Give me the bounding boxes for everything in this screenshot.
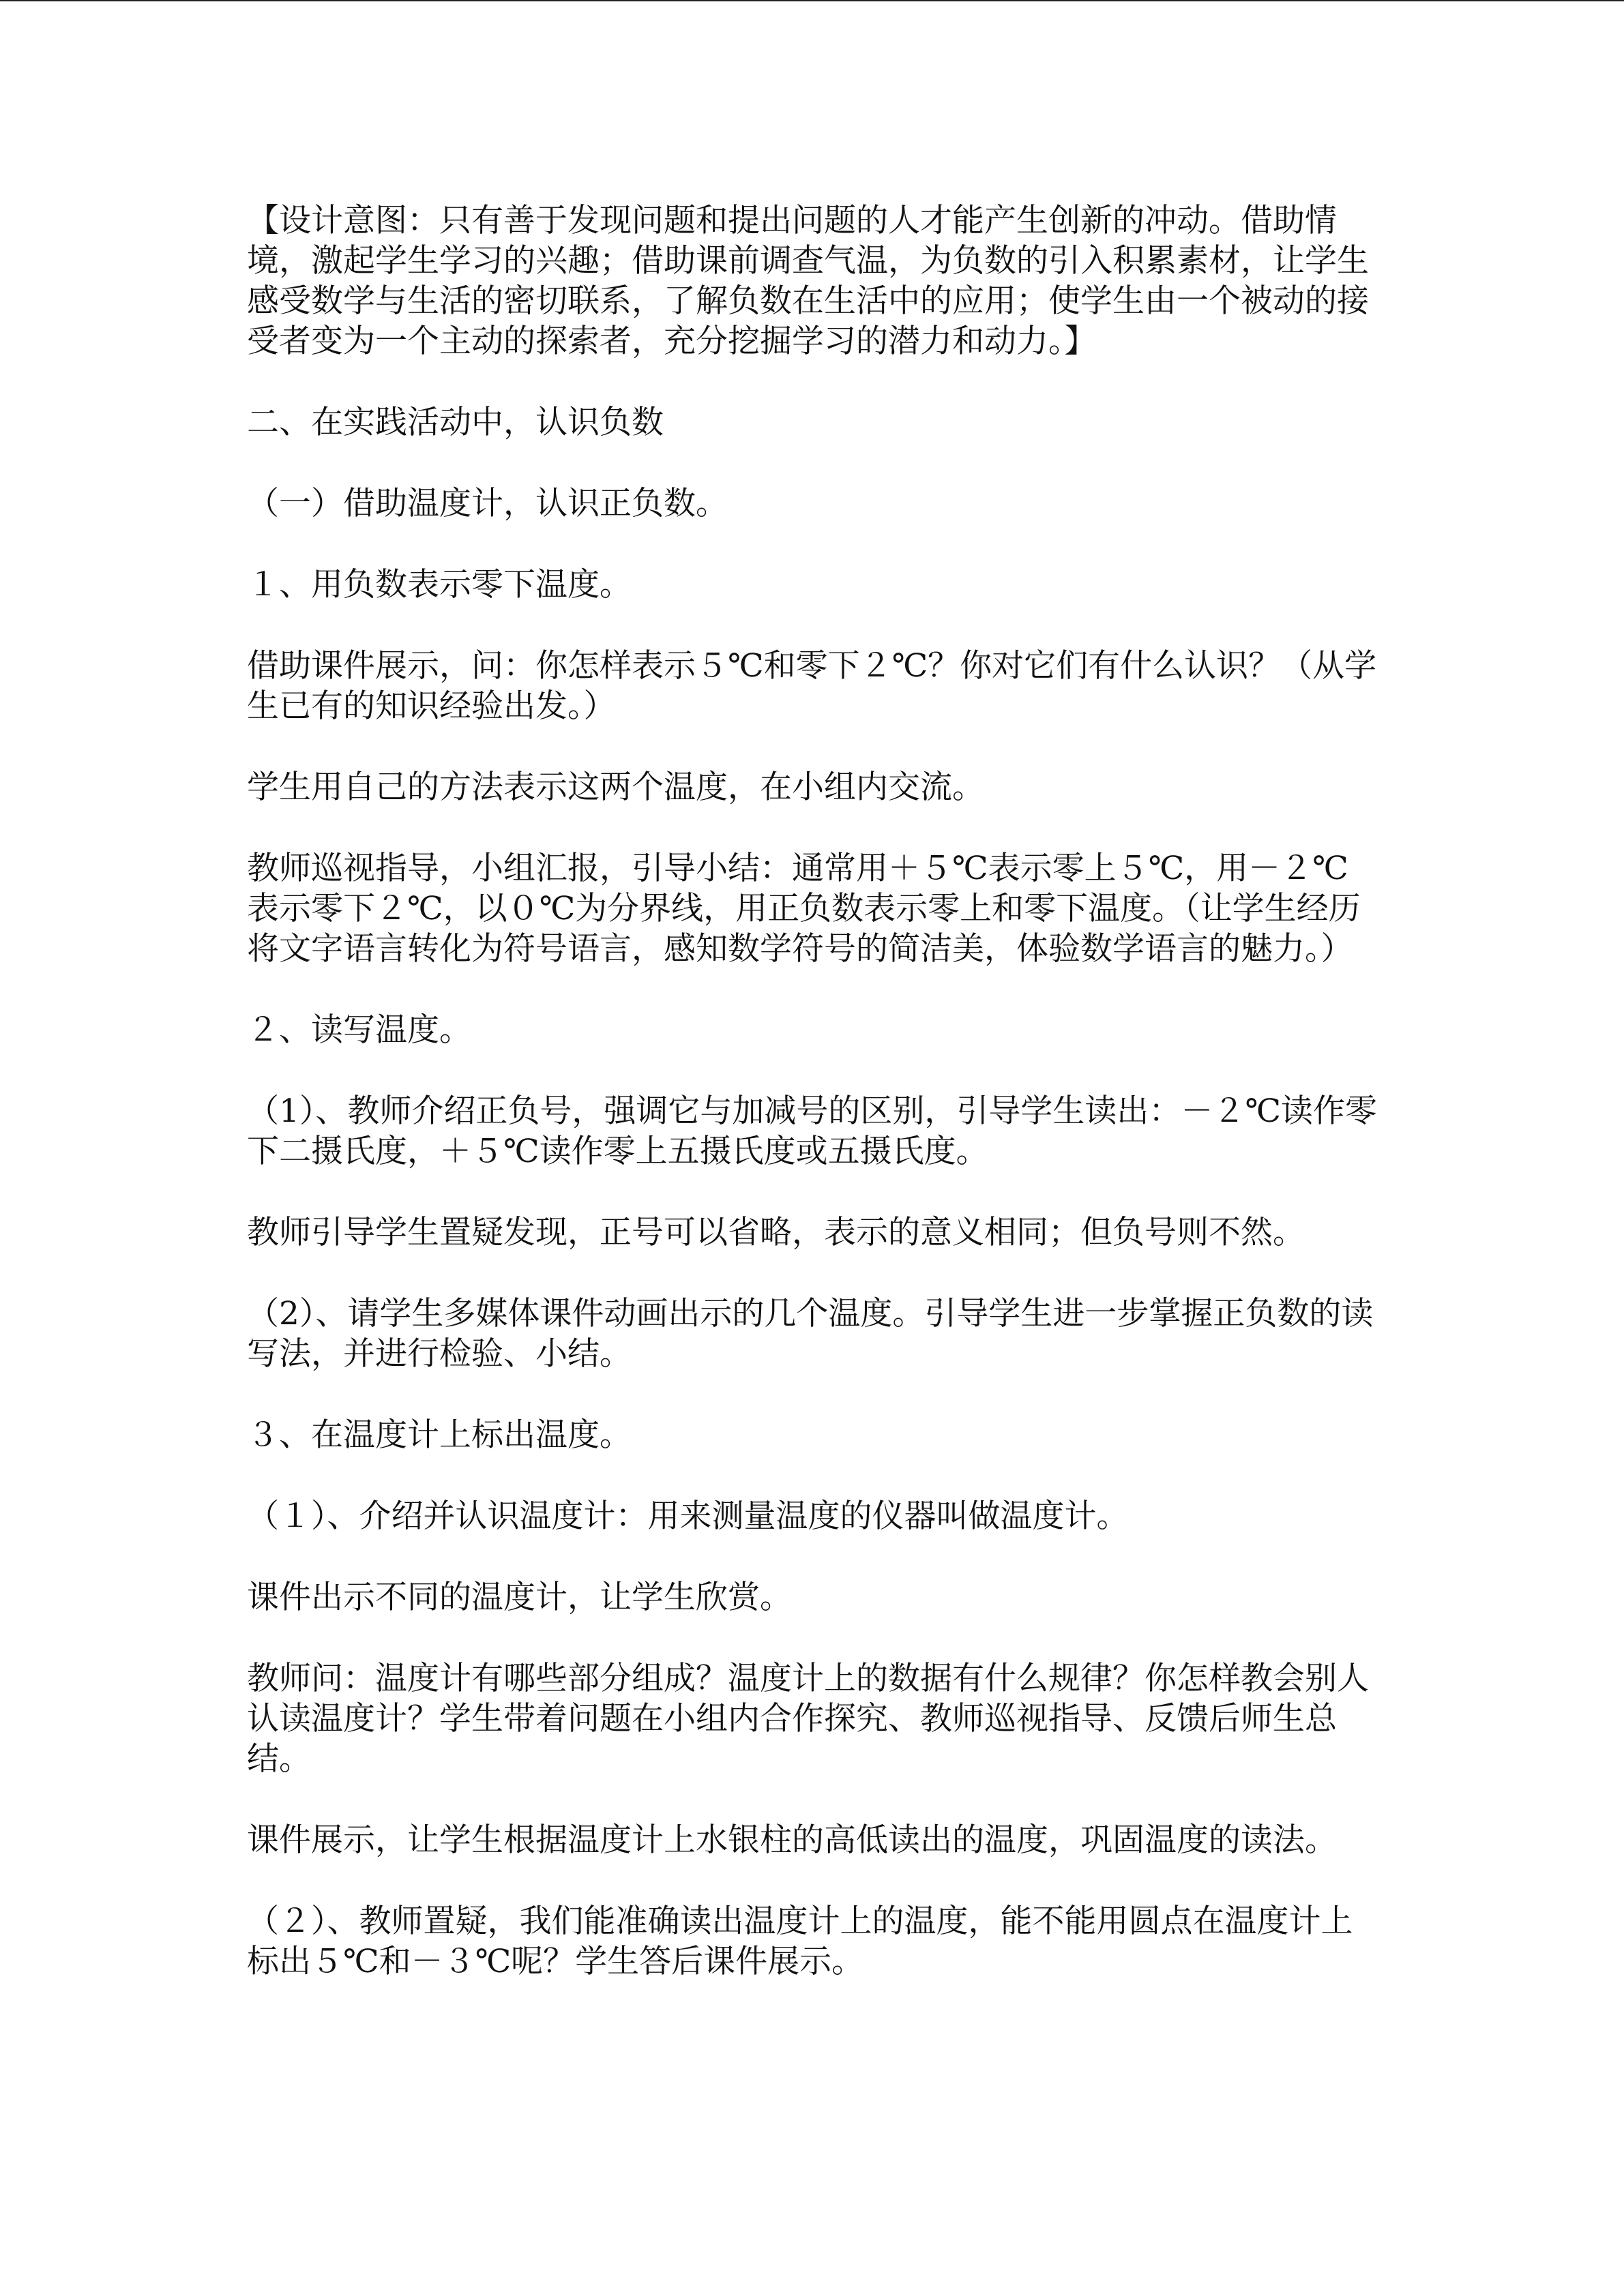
section-heading: 二、在实践活动中，认识负数 [247,404,664,441]
subsection-heading: （一）借助温度计，认识正负数。 [247,485,728,522]
body-paragraph: 教师巡视指导，小组汇报，引导小结：通常用＋５℃表示零上５℃，用－２℃表示零下２℃，以０℃为分界线，用正负数表示零上和零下温度。（让学生经历将文字语言转化为符号语言，感知数学符号的简洁美，体验数学语言的魅力。） [247,850,1361,968]
body-paragraph: 课件展示，让学生根据温度计上水银柱的高低读出的温度，巩固温度的读法。 [247,1821,1337,1859]
body-paragraph: 学生用自己的方法表示这两个温度，在小组内交流。 [247,769,984,806]
body-paragraph: 教师引导学生置疑发现，正号可以省略，表示的意义相同；但负号则不然。 [247,1214,1305,1251]
body-paragraph: 借助课件展示，问：你怎样表示５℃和零下２℃？你对它们有什么认识？（从学生已有的知识经验出发。） [247,647,1377,725]
body-paragraph: 教师问：温度计有哪些部分组成？温度计上的数据有什么规律？你怎样教会别人认读温度计？学生带着问题在小组内合作探究、教师巡视指导、反馈后师生总结。 [247,1660,1369,1778]
step-heading: １、用负数表示零下温度。 [247,566,632,603]
body-paragraph: 课件出示不同的温度计，让学生欣赏。 [247,1579,792,1616]
design-intent-paragraph: 【设计意图：只有善于发现问题和提出问题的人才能产生创新的冲动。借助情境，激起学生学习的兴趣；借助课前调查气温，为负数的引入积累素材，让学生感受数学与生活的密切联系，了解负数在生活中的应用；使学生由一个被动的接受者变为一个主动的探索者，充分挖掘学习的潜力和动力。】 [247,202,1369,360]
body-paragraph: （2）、请学生多媒体课件动画出示的几个温度。引导学生进一步掌握正负数的读写法，并进行检验、小结。 [247,1295,1374,1373]
document-body [247,200,1379,2023]
body-paragraph: （２）、教师置疑，我们能准确读出温度计上的温度，能不能用圆点在温度计上标出５℃和－３℃呢？学生答后课件展示。 [247,1903,1353,1980]
body-paragraph: （1）、教师介绍正负号，强调它与加减号的区别，引导学生读出：－２℃读作零下二摄氏度，＋５℃读作零上五摄氏度或五摄氏度。 [247,1092,1377,1170]
step-heading: ３、在温度计上标出温度。 [247,1416,632,1454]
body-paragraph: （１）、介绍并认识温度计：用来测量温度的仪器叫做温度计。 [247,1497,1129,1535]
step-heading: ２、读写温度。 [247,1011,471,1049]
